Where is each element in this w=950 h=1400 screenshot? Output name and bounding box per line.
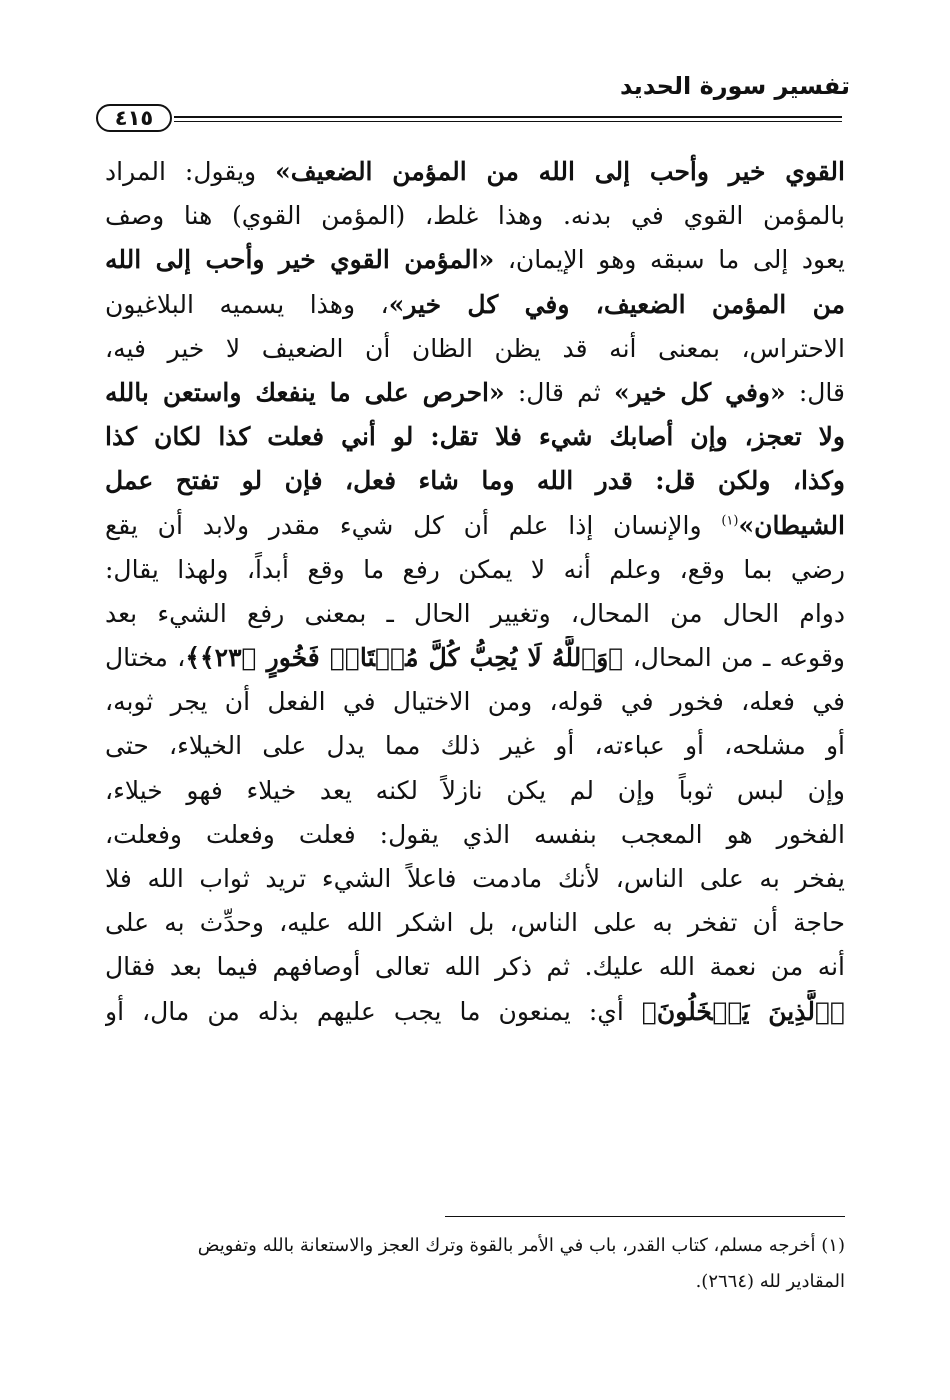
text-segment: أي: يمنعون ما يجب عليهم بذله من مال، أو	[105, 996, 642, 1026]
text-segment: والإنسان إذا علم أن كل شيء مقدر ولابد أن يقع	[105, 510, 722, 540]
text-segment: أنه من نعمة الله عليك. ثم ذكر الله تعالى أوصافهم فيما بعد فقال	[105, 952, 845, 982]
bold-text: «وفي كل خير»	[613, 377, 786, 407]
text-segment: قال:	[785, 377, 845, 407]
bold-text: من المؤمن الضعيف، وفي كل خير»	[388, 289, 845, 319]
bold-text: ﴿ٱلَّذِينَ يَبۡخَلُونَ﴾	[641, 996, 845, 1026]
body-line	[105, 504, 845, 548]
bold-text: ﴿وَٱللَّهُ لَا يُحِبُّ كُلَّ مُخۡتَالٖ فَخُورٍ ﴿٢٣﴾﴾	[185, 643, 624, 673]
text-segment: ، مختال	[105, 643, 186, 673]
body-line	[105, 238, 845, 282]
footnote-line: المقادير لله (٢٦٦٤).	[695, 1271, 845, 1292]
text-segment: أو مشلحه، أو عباءته، أو غير ذلك مما يدل على الخيلاء، حتى	[105, 731, 845, 761]
body-line	[105, 680, 845, 724]
body-line	[105, 194, 845, 238]
page-header-rule	[96, 104, 842, 134]
footnote-reference: (١)	[721, 513, 739, 529]
bold-text: وكذا، ولكن قل: قدر الله وما شاء فعل، فإن لو تفتح عمل	[105, 466, 845, 496]
text-segment: وقوعه ـ من المحال،	[623, 643, 845, 673]
text-segment: ثم قال:	[504, 377, 614, 407]
footnote	[105, 1228, 845, 1300]
body-line	[105, 813, 845, 857]
page-number: ٤١٥	[96, 104, 172, 132]
bold-text: «احرص على ما ينفعك واستعن بالله	[105, 377, 505, 407]
body-line	[105, 990, 845, 1034]
text-segment: حاجة أن تفخر به على الناس، بل اشكر الله عليه، وحدِّث به على	[105, 908, 845, 938]
body-line	[105, 327, 845, 371]
body-line	[105, 548, 845, 592]
body-line	[105, 945, 845, 989]
bold-text: «المؤمن القوي خير وأحب إلى الله	[105, 245, 495, 275]
text-segment: في فعله، فخور في قوله، ومن الاختيال في الفعل أن يجر ثوبه،	[105, 687, 845, 717]
body-text	[105, 150, 845, 1185]
text-segment: يعود إلى ما سبقه وهو الإيمان،	[494, 245, 845, 275]
text-segment: ويقول: المراد	[105, 157, 276, 186]
body-line	[105, 283, 845, 327]
footnote-separator	[445, 1216, 845, 1217]
body-line	[105, 150, 845, 194]
text-segment: دوام الحال من المحال، وتغيير الحال ـ بمعنى رفع الشيء بعد	[105, 598, 845, 628]
body-line	[105, 415, 845, 459]
text-segment: الاحتراس، بمعنى أنه قد يظن الظان أن الضعيف لا خير فيه،	[105, 333, 845, 363]
text-segment: الفخور هو المعجب بنفسه الذي يقول: فعلت وفعلت وفعلت،	[105, 819, 845, 849]
body-line	[105, 459, 845, 503]
body-line	[105, 857, 845, 901]
bold-text: ولا تعجز، وإن أصابك شيء فلا تقل: لو أني فعلت كذا لكان كذا	[105, 422, 845, 452]
text-segment: بالمؤمن القوي في بدنه. وهذا غلط، (المؤمن القوي) هنا وصف	[105, 201, 845, 231]
body-line	[105, 769, 845, 813]
body-line	[105, 636, 845, 680]
text-segment: رضي بما وقع، وعلم أنه لا يمكن رفع ما وقع أبداً، ولهذا يقال:	[105, 554, 845, 584]
body-line	[105, 724, 845, 768]
footnote-line: (١) أخرجه مسلم، كتاب القدر، باب في الأمر بالقوة وترك العجز والاستعانة بالله وتفويض	[197, 1235, 845, 1256]
body-line	[105, 592, 845, 636]
body-line	[105, 371, 845, 415]
text-segment: ، وهذا يسميه البلاغيون	[105, 289, 389, 319]
bold-text: الشيطان»	[738, 510, 845, 540]
header-rule	[174, 116, 842, 122]
running-title: تفسير سورة الحديد	[619, 72, 850, 100]
body-line	[105, 901, 845, 945]
text-segment: يفخر به على الناس، لأنك مادمت فاعلاً الشيء تريد ثواب الله فلا	[105, 864, 845, 893]
text-segment: وإن لبس ثوباً وإن لم يكن نازلاً لكنه يعد خيلاء فهو خيلاء،	[105, 775, 845, 805]
bold-text: القوي خير وأحب إلى الله من المؤمن الضعيف»	[275, 157, 845, 186]
